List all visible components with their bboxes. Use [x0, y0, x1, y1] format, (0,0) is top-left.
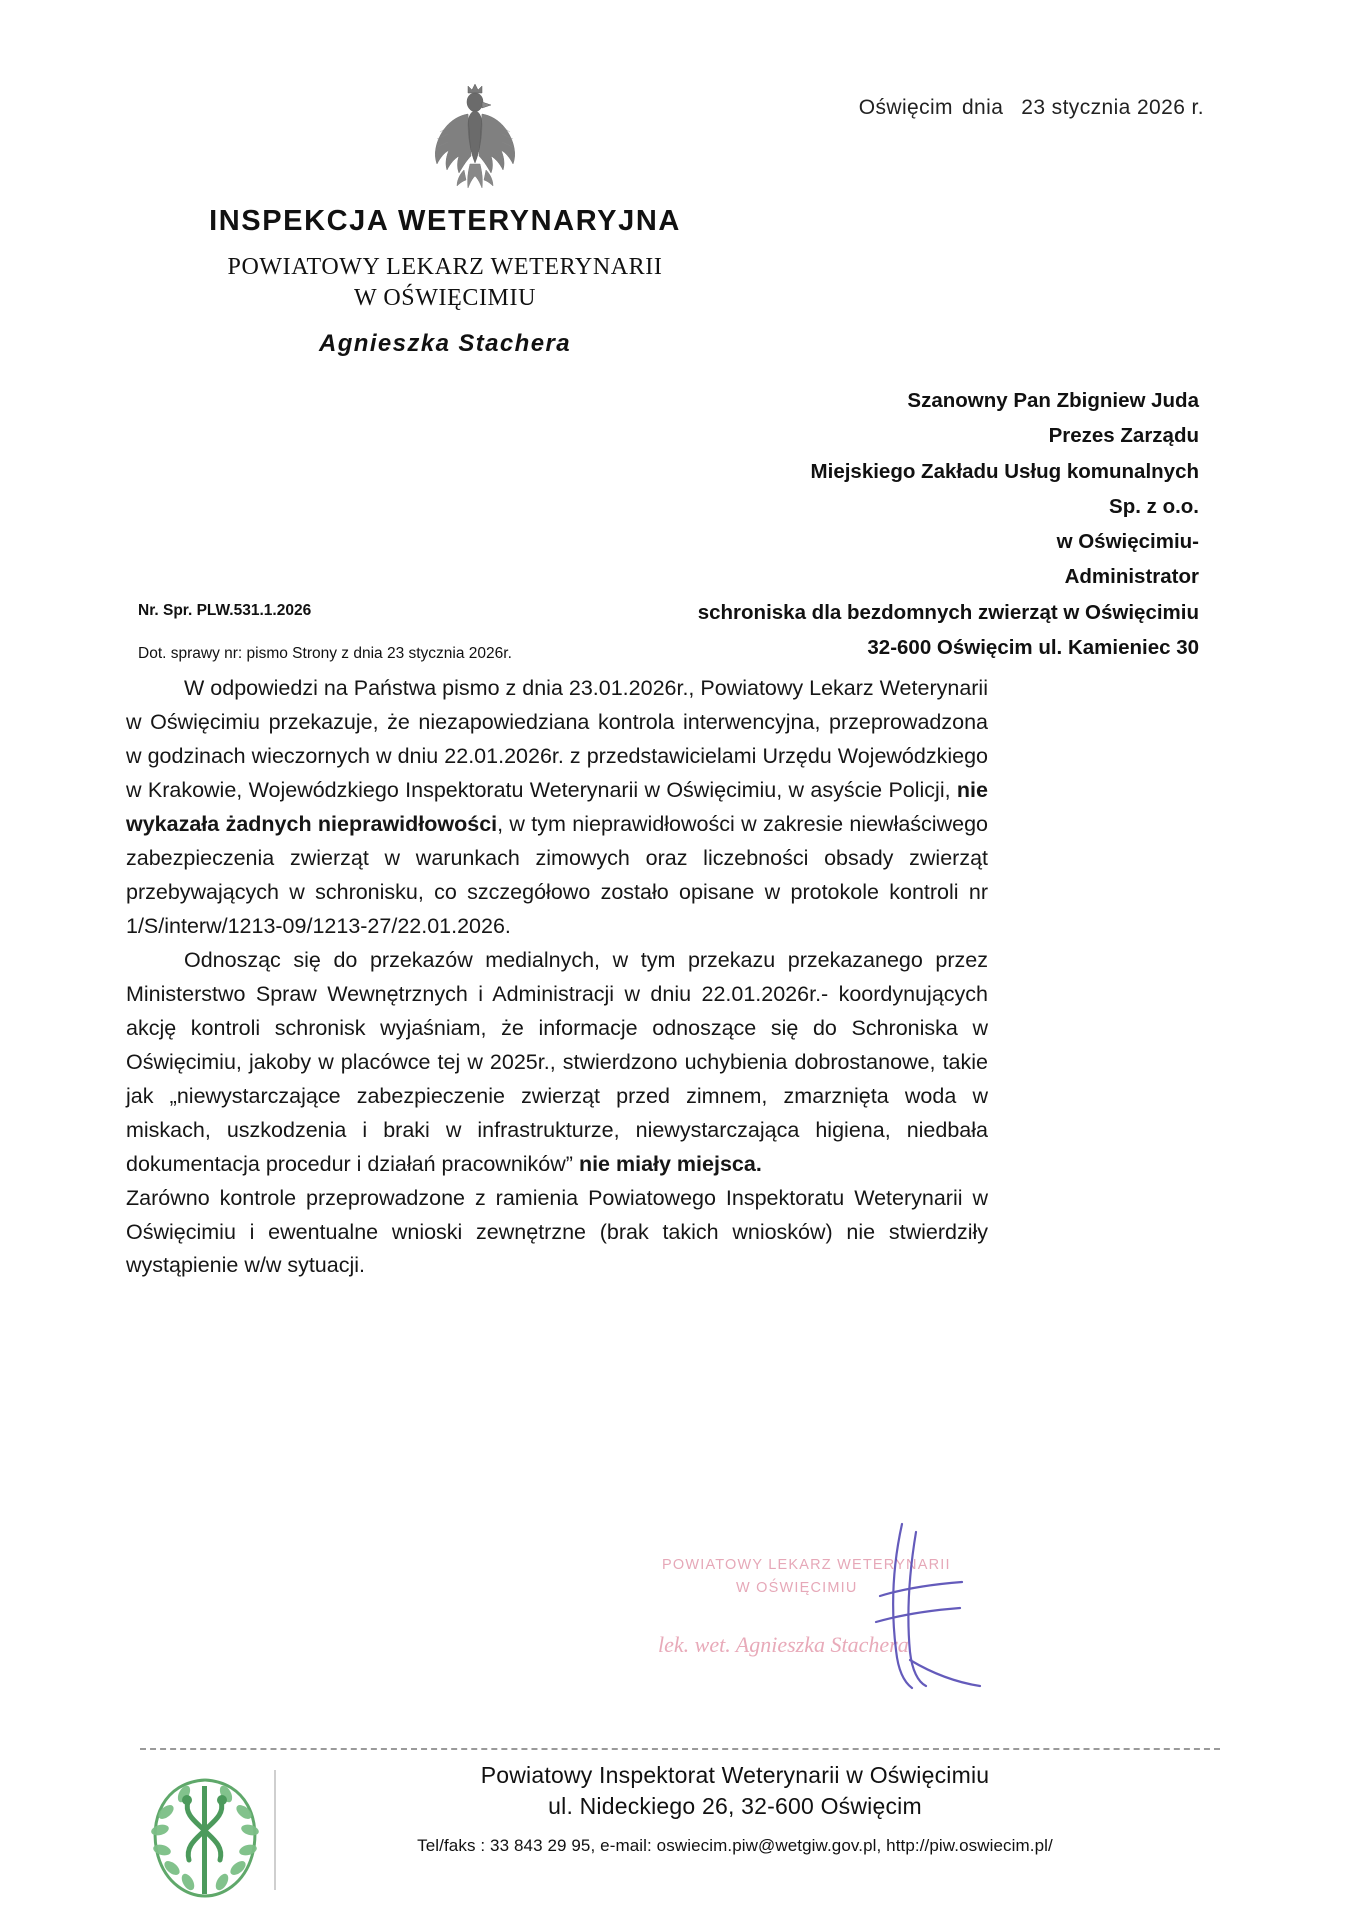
- letterhead-sub-line2: W OŚWIĘCIMIU: [353, 285, 537, 312]
- recipient-line-4: Sp. z o.o.: [1109, 494, 1199, 518]
- footer-institution-name: Powiatowy Inspektorat Weterynarii w Oświęcimiu: [480, 1762, 990, 1788]
- recipient-line-6: Administrator: [1064, 565, 1199, 589]
- footer-vertical-divider: [274, 1770, 276, 1890]
- recipient-line-7: schroniska dla bezdomnych zwierząt w Oświęcimiu: [697, 600, 1199, 624]
- date-city: Oświęcim: [858, 96, 953, 119]
- body-p1-emphasis: nie wykazała żadnych nieprawidłowości: [126, 777, 988, 836]
- handwritten-signature: [850, 1510, 1020, 1700]
- recipient-block: [579, 383, 1199, 665]
- body-p1-part-b: , w tym nieprawidłowości w zakresie niewłaściwego zabezpieczenia zwierząt w warunkach zimowych oraz liczebności obsady zwierząt przebywających w schronisku, co szczegółowo zostało opisane w protokole kontroli nr 1/S/interw/1213-09/1213-27/22.01.2026.: [126, 811, 988, 938]
- stamp-and-signature: [640, 1520, 1040, 1700]
- recipient-line-1: Szanowny Pan Zbigniew Juda: [907, 389, 1199, 412]
- body-p2-emphasis: nie miały miejsca.: [578, 1151, 762, 1176]
- polish-eagle-emblem: [420, 78, 530, 203]
- date-line: [859, 96, 1204, 120]
- recipient-line-8: 32-600 Oświęcim ul. Kamieniec 30: [867, 635, 1199, 659]
- letterhead: [145, 205, 745, 358]
- body-p2-part-a: Odnosząc się do przekazów medialnych, w tym przekazu przekazanego przez Ministerstwo Spraw Wewnętrznych i Administracji w dniu 22.01.2026r.- koordynujących akcję kontroli schronisk wyjaśniam, że informacje odnoszące się do Schroniska w Oświęcimiu, jakoby w placówce tej w 2025r., stwierdzono uchybienia dobrostanowe, takie jak „niewystarczające zabezpieczenie zwierząt przed zimnem, zmarznięta woda w miskach, uszkodzenia i braki w infrastrukturze, niewystarczająca higiena, niedbała dokumentacja procedur i działań pracowników”: [126, 947, 988, 1176]
- letterhead-main-title: INSPEKCJA WETERYNARYJNA: [209, 205, 681, 237]
- veterinary-caduceus-logo: [140, 1768, 270, 1900]
- concerning-line: Dot. sprawy nr: pismo Strony z dnia 23 stycznia 2026r.: [138, 645, 512, 662]
- stamp-officer-name: lek. wet. Agnieszka Stachera: [658, 1632, 909, 1657]
- recipient-line-2: Prezes Zarządu: [1048, 424, 1199, 448]
- footer-contact: Tel/faks : 33 843 29 95, e-mail: oswiecim.piw@wetgiw.gov.pl, http://piw.oswiecim.pl/: [417, 1835, 1053, 1855]
- recipient-line-3: Miejskiego Zakładu Usług komunalnych: [810, 459, 1199, 483]
- stamp-line-1: POWIATOWY LEKARZ WETERYNARII: [662, 1557, 951, 1573]
- stamp-line-2: W OŚWIĘCIMIU: [736, 1580, 858, 1596]
- recipient-line-5: w Oświęcimiu-: [1056, 530, 1199, 553]
- footer-address: ul. Nideckiego 26, 32-600 Oświęcim: [548, 1792, 922, 1819]
- letterhead-officer-name: Agnieszka Stachera: [319, 329, 571, 357]
- letterhead-sub-line1: POWIATOWY LEKARZ WETERYNARII: [227, 254, 663, 281]
- body-paragraph-2: [126, 944, 988, 1182]
- footer-divider-rule: [140, 1748, 1220, 1750]
- date-word-dnia: dnia: [961, 96, 1004, 119]
- body-paragraph-3: Zarówno kontrole przeprowadzone z ramienia Powiatowego Inspektoratu Weterynarii w Oświęcimiu i ewentualne wnioski zewnętrzne (brak takich wniosków) nie stwierdziły wystąpienie w/w sytuacji.: [126, 1185, 988, 1278]
- date-value: 23 stycznia 2026 r.: [1021, 96, 1204, 119]
- case-number: Nr. Spr. PLW.531.1.2026: [138, 602, 312, 619]
- footer: [140, 1760, 1220, 1900]
- body-p1-part-a: W odpowiedzi na Państwa pismo z dnia 23.01.2026r., Powiatowy Lekarz Weterynarii w Oświęcimiu przekazuje, że niezapowiedziana kontrola interwencyjna, przeprowadzona w godzinach wieczornych w dniu 22.01.2026r. z przedstawicielami Urzędu Wojewódzkiego w Krakowie, Wojewódzkiego Inspektoratu Weterynarii w Oświęcimiu, w asyście Policji,: [126, 676, 988, 802]
- body-paragraph-1: [126, 672, 988, 944]
- letter-body: [126, 672, 988, 1283]
